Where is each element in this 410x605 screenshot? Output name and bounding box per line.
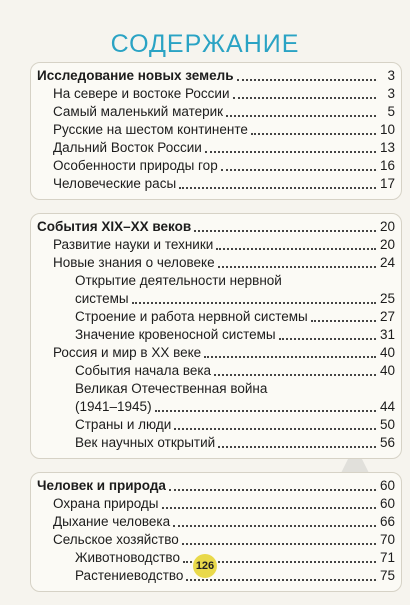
toc-entry-label: Сельское хозяйство	[53, 532, 179, 547]
toc-page-number: 20	[379, 237, 395, 252]
leader-dots	[279, 338, 376, 340]
toc-page-number: 17	[379, 176, 395, 191]
toc-entry-label: Дыхание человека	[53, 514, 171, 529]
toc-page-number: 50	[379, 417, 395, 432]
leader-dots	[233, 97, 377, 99]
toc-page-number: 5	[387, 104, 395, 119]
toc-page-number: 25	[379, 291, 395, 306]
toc-entry-line	[37, 272, 395, 290]
toc-entry[interactable]	[37, 362, 395, 380]
toc-entry[interactable]	[37, 531, 395, 549]
leader-dots	[194, 230, 376, 232]
leader-dots	[186, 579, 376, 581]
leader-dots	[205, 151, 376, 153]
leader-dots	[162, 507, 377, 509]
toc-entry[interactable]	[37, 308, 395, 326]
toc-section	[30, 62, 402, 200]
toc-entry[interactable]	[37, 139, 395, 157]
toc-entry-label: Человек и природа	[37, 478, 166, 493]
toc-page-number: 10	[379, 122, 395, 137]
toc-section	[30, 472, 402, 592]
toc-entry-label: Век научных открытий	[75, 435, 216, 450]
toc-section-heading[interactable]	[37, 218, 395, 236]
leader-dots	[251, 133, 376, 135]
toc-entry-label: Животноводство	[75, 550, 180, 565]
leader-dots	[226, 115, 376, 117]
leader-dots	[174, 428, 376, 430]
toc-entry[interactable]	[37, 344, 395, 362]
toc-entry[interactable]	[37, 157, 395, 175]
toc-page-number: 40	[379, 363, 395, 378]
toc-page-number: 66	[379, 514, 395, 529]
leader-dots	[179, 187, 376, 189]
toc-page-number: 40	[379, 345, 395, 360]
toc-section	[30, 213, 402, 459]
toc-page-number: 44	[379, 399, 395, 414]
page-title: СОДЕРЖАНИЕ	[110, 30, 300, 58]
toc-entry-label: Русские на шестом континенте	[53, 122, 248, 137]
toc-entry-label: События XIX–XX веков	[37, 219, 192, 234]
toc-page-number: 75	[379, 568, 395, 583]
toc-entry-label: Россия и мир в XX веке	[53, 345, 202, 360]
toc-page-number: 3	[387, 86, 395, 101]
toc-page-number: 27	[379, 309, 395, 324]
toc-entry-label: Особенности природы гор	[53, 158, 218, 173]
toc-entry[interactable]	[37, 254, 395, 272]
toc-entry-label: системы	[75, 291, 129, 306]
toc-section-heading[interactable]	[37, 67, 395, 85]
toc-entry[interactable]	[37, 236, 395, 254]
leader-dots	[218, 446, 376, 448]
toc-entry[interactable]	[37, 416, 395, 434]
toc-entry[interactable]	[37, 85, 395, 103]
toc-entry-label: Самый маленький материк	[53, 104, 224, 119]
toc-entry[interactable]	[37, 121, 395, 139]
toc-entry-label: События начала века	[75, 363, 212, 378]
toc-entry[interactable]	[37, 513, 395, 531]
toc-page-number: 24	[379, 255, 395, 270]
toc-page-number: 71	[379, 550, 395, 565]
toc-page-number: 3	[387, 68, 395, 83]
toc-entry[interactable]	[37, 398, 395, 416]
toc-entry-label: Новые знания о человеке	[53, 255, 215, 270]
leader-dots	[173, 525, 376, 527]
toc-page-number: 31	[379, 327, 395, 342]
toc-entry[interactable]	[37, 103, 395, 121]
toc-entry[interactable]	[37, 290, 395, 308]
toc-entry-label: Страны и люди	[75, 417, 172, 432]
toc-entry-label: Охрана природы	[53, 496, 159, 511]
page-number-badge: 126	[193, 554, 217, 578]
leader-dots	[237, 79, 376, 81]
toc-entry[interactable]	[37, 326, 395, 344]
toc-entry-label: Исследование новых земель	[37, 68, 234, 83]
leader-dots	[155, 410, 376, 412]
leader-dots	[214, 374, 376, 376]
toc-entry-line	[37, 380, 395, 398]
toc-entry-label: Строение и работа нервной системы	[75, 309, 308, 324]
leader-dots	[182, 543, 376, 545]
toc-page-number: 13	[379, 140, 395, 155]
toc-page-number: 60	[379, 478, 395, 493]
toc-entry-label: Открытие деятельности нервной	[75, 273, 282, 288]
toc-page-number: 56	[379, 435, 395, 450]
toc-entry-label: На севере и востоке России	[53, 86, 230, 101]
toc-entry-label: Развитие науки и техники	[53, 237, 214, 252]
toc-page-number: 60	[379, 496, 395, 511]
toc-page-number: 70	[379, 532, 395, 547]
table-of-contents	[30, 62, 402, 605]
leader-dots	[216, 248, 376, 250]
toc-entry-label: (1941–1945)	[75, 399, 152, 414]
toc-entry-label: Значение кровеносной системы	[75, 327, 276, 342]
toc-entry[interactable]	[37, 495, 395, 513]
toc-entry[interactable]	[37, 175, 395, 193]
toc-entry-label: Дальний Восток России	[53, 140, 202, 155]
leader-dots	[169, 489, 376, 491]
leader-dots	[311, 320, 376, 322]
toc-entry-label: Великая Отечественная война	[75, 381, 268, 396]
toc-entry-label: Человеческие расы	[53, 176, 177, 191]
leader-dots	[204, 356, 376, 358]
leader-dots	[132, 302, 376, 304]
toc-entry-label: Растениеводство	[75, 568, 184, 583]
toc-section-heading[interactable]	[37, 477, 395, 495]
toc-entry[interactable]	[37, 434, 395, 452]
leader-dots	[218, 266, 376, 268]
leader-dots	[221, 169, 376, 171]
toc-page-number: 20	[379, 219, 395, 234]
toc-page-number: 16	[379, 158, 395, 173]
